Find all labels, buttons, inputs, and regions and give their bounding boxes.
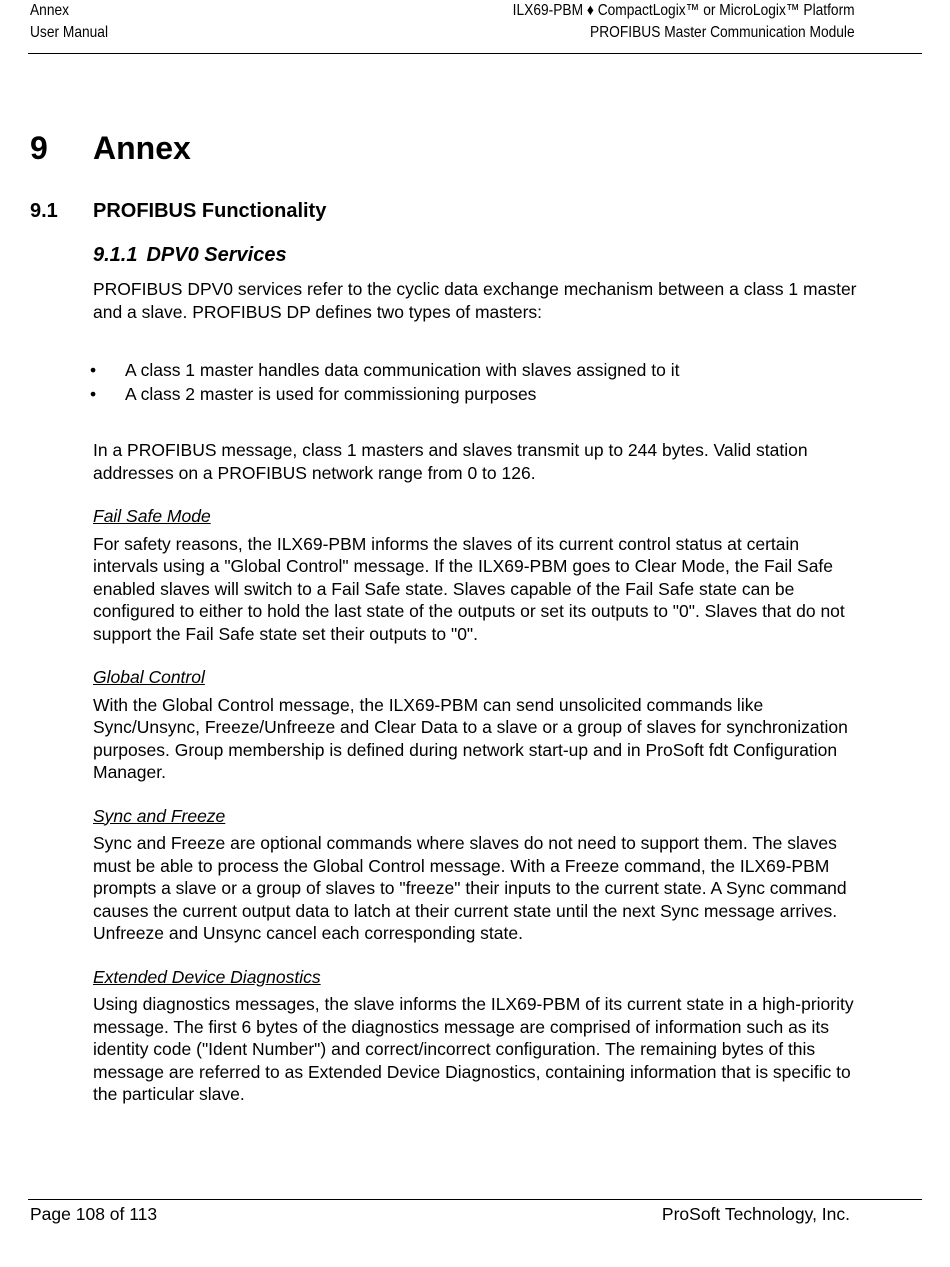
global-control-heading: Global Control — [93, 667, 205, 687]
master-types-list — [90, 358, 863, 406]
message-range-paragraph: In a PROFIBUS message, class 1 masters and slaves transmit up to 244 bytes. Valid station addresses on a PROFIBUS network range from 0 to 126. — [93, 440, 808, 483]
section-number: 9.1 — [30, 200, 58, 222]
footer-divider — [28, 1199, 922, 1200]
header-divider — [28, 53, 922, 54]
extended-diagnostics-paragraph: Using diagnostics messages, the slave informs the ILX69-PBM of its current state in a high-priority message. The first 6 bytes of the diagnostics message are comprised of information such as its identity code ("Ident Number") and correct/incorrect configuration. The remaining bytes of this message are referred to as Extended Device Diagnostics, containing information that is specific to the particular slave. — [93, 994, 854, 1104]
subsection-heading — [93, 242, 287, 268]
section-title: PROFIBUS Functionality — [93, 200, 327, 222]
page-number: Page 108 of 113 — [30, 1204, 158, 1224]
bullet-icon: • — [90, 360, 97, 380]
running-header-right — [513, 0, 855, 44]
fail-safe-heading: Fail Safe Mode — [93, 506, 211, 526]
list-item-text: A class 1 master handles data communication with slaves assigned to it — [125, 360, 680, 380]
extended-diagnostics-heading: Extended Device Diagnostics — [93, 966, 321, 987]
fail-safe-paragraph: For safety reasons, the ILX69-PBM informs the slaves of its current control status at certain intervals using a "Global Control" message. If the ILX69-PBM goes to Clear Mode, the Fail Safe enabled slaves will switch to a Fail Safe state. Slaves capable of the Fail Safe state can be configured to either to hold the last state of the outputs or set its outputs to "0". Slaves that do not support the Fail Safe state set their outputs to "0". — [93, 533, 845, 644]
global-control-paragraph: With the Global Control message, the ILX69-PBM can send unsolicited commands like Sync/Unsync, Freeze/Unfreeze and Clear Data to a slave or a group of slaves for synchronization purposes. Group membership is defined during network start-up and in ProSoft fdt Configuration Manager. — [93, 694, 848, 782]
header-manual-label: User Manual — [30, 24, 109, 41]
bullet-icon: • — [90, 384, 97, 404]
running-header-left — [30, 0, 108, 44]
header-product-title: ILX69-PBM ♦ CompactLogix™ or MicroLogix™ Platform — [513, 2, 855, 19]
subsection-number: 9.1.1 — [93, 244, 138, 266]
sync-freeze-paragraph: Sync and Freeze are optional commands where slaves do not need to support them. The slaves must be able to process the Global Control message. With a Freeze command, the ILX69-PBM prompts a slave or a group of slaves to "freeze" their inputs to the current state. A Sync command causes the current output data to latch at their current state until the next Sync message arrives. Unfreeze and Unsync cancel each corresponding state. — [93, 833, 847, 943]
header-product-subtitle: PROFIBUS Master Communication Module — [590, 24, 855, 41]
list-item-text: A class 2 master is used for commissioning purposes — [125, 384, 537, 404]
page-body — [90, 278, 863, 1106]
intro-paragraph: PROFIBUS DPV0 services refer to the cyclic data exchange mechanism between a class 1 master and a slave. PROFIBUS DP defines two types of masters: — [93, 279, 857, 322]
header-chapter-label: Annex — [30, 2, 70, 19]
sync-freeze-heading: Sync and Freeze — [93, 805, 226, 826]
chapter-number: 9 — [30, 130, 48, 166]
list-item — [90, 382, 863, 406]
list-item — [90, 358, 863, 382]
footer-company: ProSoft Technology, Inc. — [661, 1204, 850, 1224]
chapter-title: Annex — [93, 130, 191, 166]
subsection-title: DPV0 Services — [146, 244, 287, 266]
